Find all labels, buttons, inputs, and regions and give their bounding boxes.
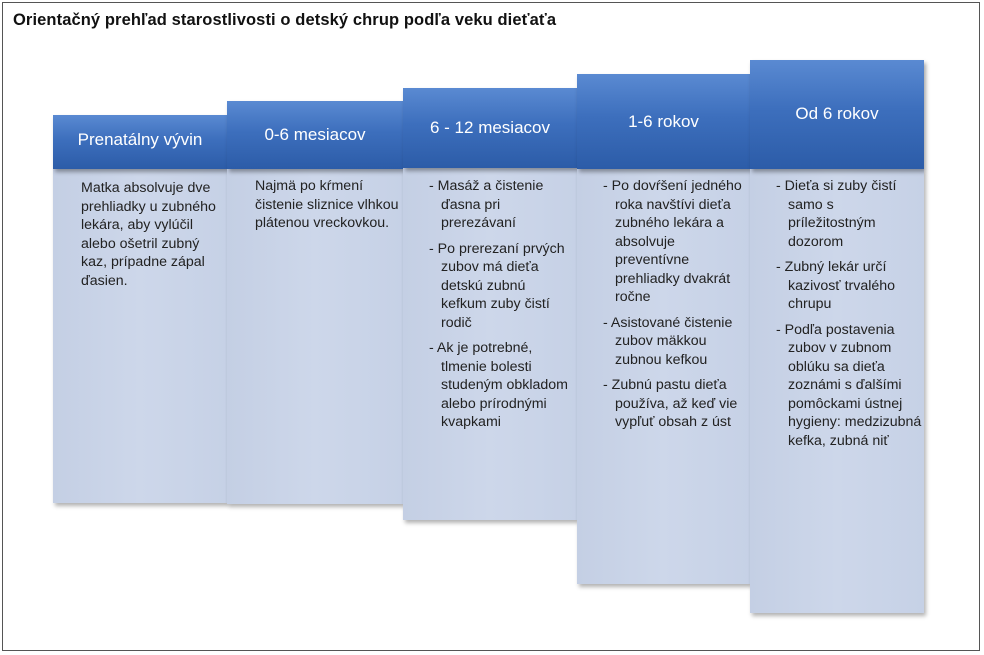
stage-column-0-6-months — [227, 101, 403, 504]
stage-header-label: 1-6 rokov — [628, 112, 699, 131]
figure-title: Orientačný prehľad starostlivosti o detský chrup podľa veku dieťaťa — [13, 11, 557, 29]
stage-item: - Ak je potrebné, tlmenie bolesti studeným obkladom alebo prírodnými kvapkami — [429, 340, 568, 430]
stage-text — [429, 177, 575, 439]
stage-header — [227, 101, 403, 169]
stage-item: - Masáž a čistenie ďasna pri prerezávaní — [429, 178, 544, 231]
stage-header-label: Od 6 rokov — [795, 104, 879, 123]
stage-header-label: Prenatálny vývin — [77, 130, 203, 149]
stage-header-label: 0-6 mesiacov — [264, 125, 366, 144]
stage-text — [776, 177, 922, 457]
stage-header — [53, 115, 227, 169]
stage-column-prenatal — [53, 115, 227, 503]
stage-text — [603, 177, 749, 439]
stage-item: Najmä po kŕmení čistenie sliznice vlhkou plátenou vreckovkou. — [255, 178, 399, 231]
stage-item: - Po dovŕšení jedného roka navštívi dieťa zubného lekára a absolvuje preventívne prehliadky dvakrát ročne — [603, 178, 742, 305]
stage-item: - Zubný lekár určí kazivosť trvalého chrupu — [776, 259, 896, 312]
stage-item: - Po prerezaní prvých zubov má dieťa detskú zubnú kefkum zuby čistí rodič — [429, 240, 565, 331]
stage-header-label: 6 - 12 mesiacov — [430, 118, 550, 137]
stage-item: - Dieťa si zuby čistí samo s príležitostným dozorom — [776, 178, 897, 250]
stage-header — [403, 88, 577, 168]
stage-header — [750, 60, 924, 169]
stage-column-1-6-years — [577, 74, 750, 584]
stage-item: Matka absolvuje dve prehliadky u zubného lekára, aby vylúčil alebo ošetril zubný kaz, prípadne zápal ďasien. — [81, 180, 216, 289]
stage-column-6-12-months — [403, 88, 577, 520]
stage-header — [577, 74, 750, 169]
stage-item: - Podľa postavenia zubov v zubnom oblúku sa dieťa zoznámi s ďalšími pomôckami ústnej hygieny: medzizubná kefka, zubná niť — [776, 321, 922, 449]
stage-item: - Asistované čistenie zubov mäkkou zubnou kefkou — [603, 314, 733, 368]
stage-column-from-6-years — [750, 60, 924, 613]
stage-item: - Zubnú pastu dieťa používa, až keď vie vypľuť obsah z úst — [603, 377, 738, 430]
stage-text — [255, 177, 401, 240]
stage-text — [81, 179, 225, 297]
